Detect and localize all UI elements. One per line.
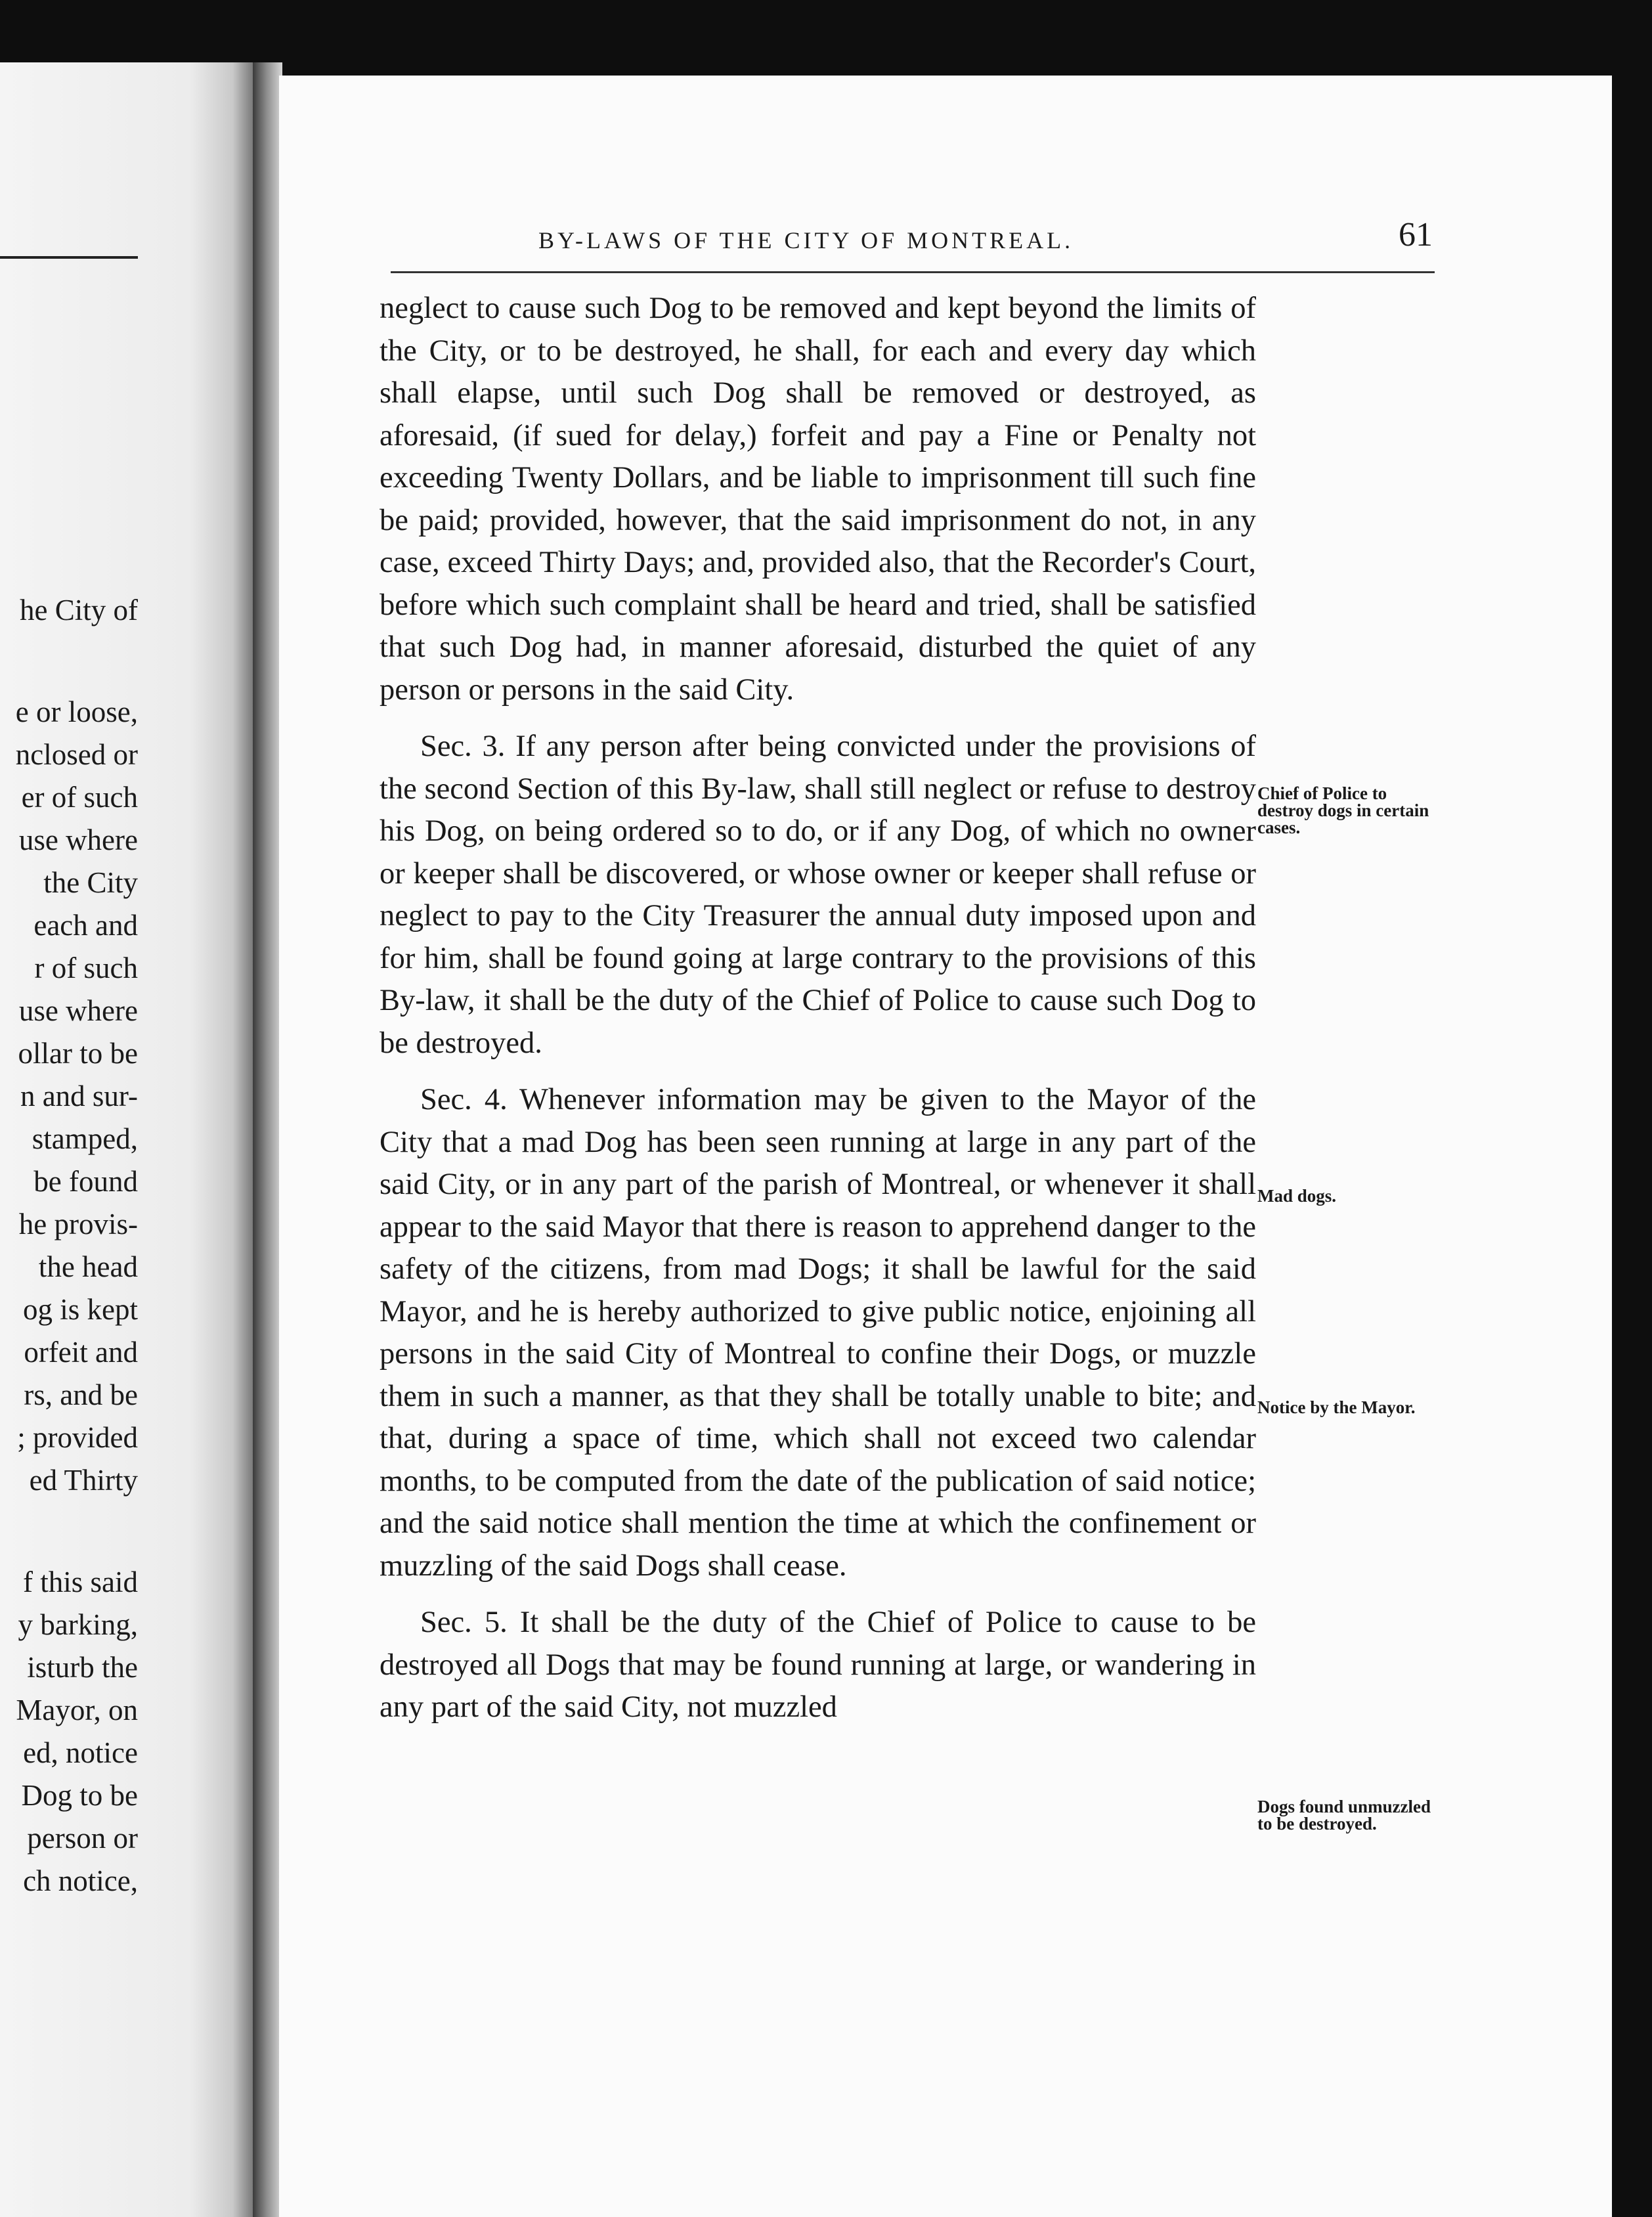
left-page-fragment: er of such [21,781,138,814]
left-page-fragment: person or [27,1822,138,1855]
running-header: BY-LAWS OF THE CITY OF MONTREAL. [538,227,1074,253]
left-page-fragment: each and [33,909,138,942]
margin-note-notice-by-mayor: Notice by the Mayor. [1257,1397,1416,1417]
left-page-fragment: the head [38,1250,138,1283]
left-facing-page [0,62,253,2217]
left-page-fragment: orfeit and [24,1336,138,1369]
paragraph-sec-5: Sec. 5. It shall be the duty of the Chief of Police to cause to be destroyed all Dogs that may be found running at large, or wandering in any part of the said City, not muzzled [380,1606,1256,1724]
margin-note-chief-of-police: Chief of Police to destroy dogs in certain cases. [1257,783,1429,837]
book-gutter [253,62,282,2217]
paragraph-sec-4: Sec. 4. Whenever information may be given to the Mayor of the City that a mad Dog has been seen running at large in any part of the said City, or in any part of the parish of Montreal, or whenever it shall appear to the said Mayor that there is reason to apprehend danger to the safety of the citizens, from mad Dogs; it shall be lawful for the said Mayor, and he is hereby authorized to give public notice, enjoining all persons in the said City of Montreal to confine their Dogs, or muzzle them in such a manner, as that they shall be totally unable to bite; and that, during a space of time, which shall not exceed two calendar months, to be computed from the date of the publication of said notice; and the said notice shall mention the time at which the confinement or muzzling of the said Dogs shall cease. [380,1083,1256,1583]
left-page-fragment: be found [33,1165,138,1198]
left-page-fragment: f this said [23,1566,138,1598]
left-page-fragment: og is kept [23,1293,138,1326]
left-page-fragment: Mayor, on [16,1694,138,1726]
left-page-rule [0,256,138,259]
left-page-fragment: ed Thirty [29,1464,138,1497]
header-rule [391,271,1435,273]
left-page-fragment: use where [18,994,138,1027]
left-page-fragment: use where [18,823,138,856]
left-page-fragment: isturb the [27,1651,138,1684]
left-page-fragment: e or loose, [15,695,138,728]
left-page-fragment: y barking, [18,1608,138,1641]
left-page-fragment: ed, notice [23,1736,138,1769]
left-page-fragment: nclosed or [15,738,138,771]
margin-note-mad-dogs: Mad dogs. [1257,1186,1337,1206]
left-page-fragment: n and sur- [20,1080,138,1112]
left-page-fragment: rs, and be [24,1378,138,1411]
left-page-fragment: ; provided [17,1421,138,1454]
left-page-fragment: r of such [34,952,138,984]
body-text [380,288,1256,1744]
margin-note-dogs-unmuzzled: Dogs found unmuzzled to be destroyed. [1257,1797,1431,1833]
page-number: 61 [1399,216,1433,253]
paragraph-continuation: neglect to cause such Dog to be removed and kept beyond the limits of the City, or to be destroyed, he shall, for each and every day which shall elapse, until such Dog shall be removed or destroyed, as aforesaid, (if sued for delay,) forfeit and pay a Fine or Penalty not exceeding Twenty Dollars, and be liable to imprisonment till such fine be paid; provided, however, that the said imprisonment do not, in any case, exceed Thirty Days; and, provided also, that the Recorder's Court, before which such complaint shall be heard and tried, shall be satisfied that such Dog had, in manner aforesaid, disturbed the quiet of any person or persons in the said City. [380,292,1256,707]
left-page-fragment: he City of [20,594,138,626]
left-page-fragment: ollar to be [18,1037,138,1070]
left-page-fragment: he provis- [18,1208,138,1240]
paragraph-sec-3: Sec. 3. If any person after being convicted under the provisions of the second Section of this By-law, shall still neglect or refuse to destroy his Dog, on being ordered so to do, or if any Dog, of which no owner or keeper shall be discovered, or whose owner or keeper shall refuse or neglect to pay to the City Treasurer the annual duty imposed upon and for him, shall be found going at large contrary to the provisions of this By-law, it shall be the duty of the Chief of Police to cause such Dog to be destroyed. [380,730,1256,1060]
left-page-fragment: ch notice, [23,1864,138,1897]
left-page-fragment: Dog to be [21,1779,138,1812]
left-page-fragment: the City [43,866,138,899]
left-page-fragment: stamped, [32,1122,138,1155]
